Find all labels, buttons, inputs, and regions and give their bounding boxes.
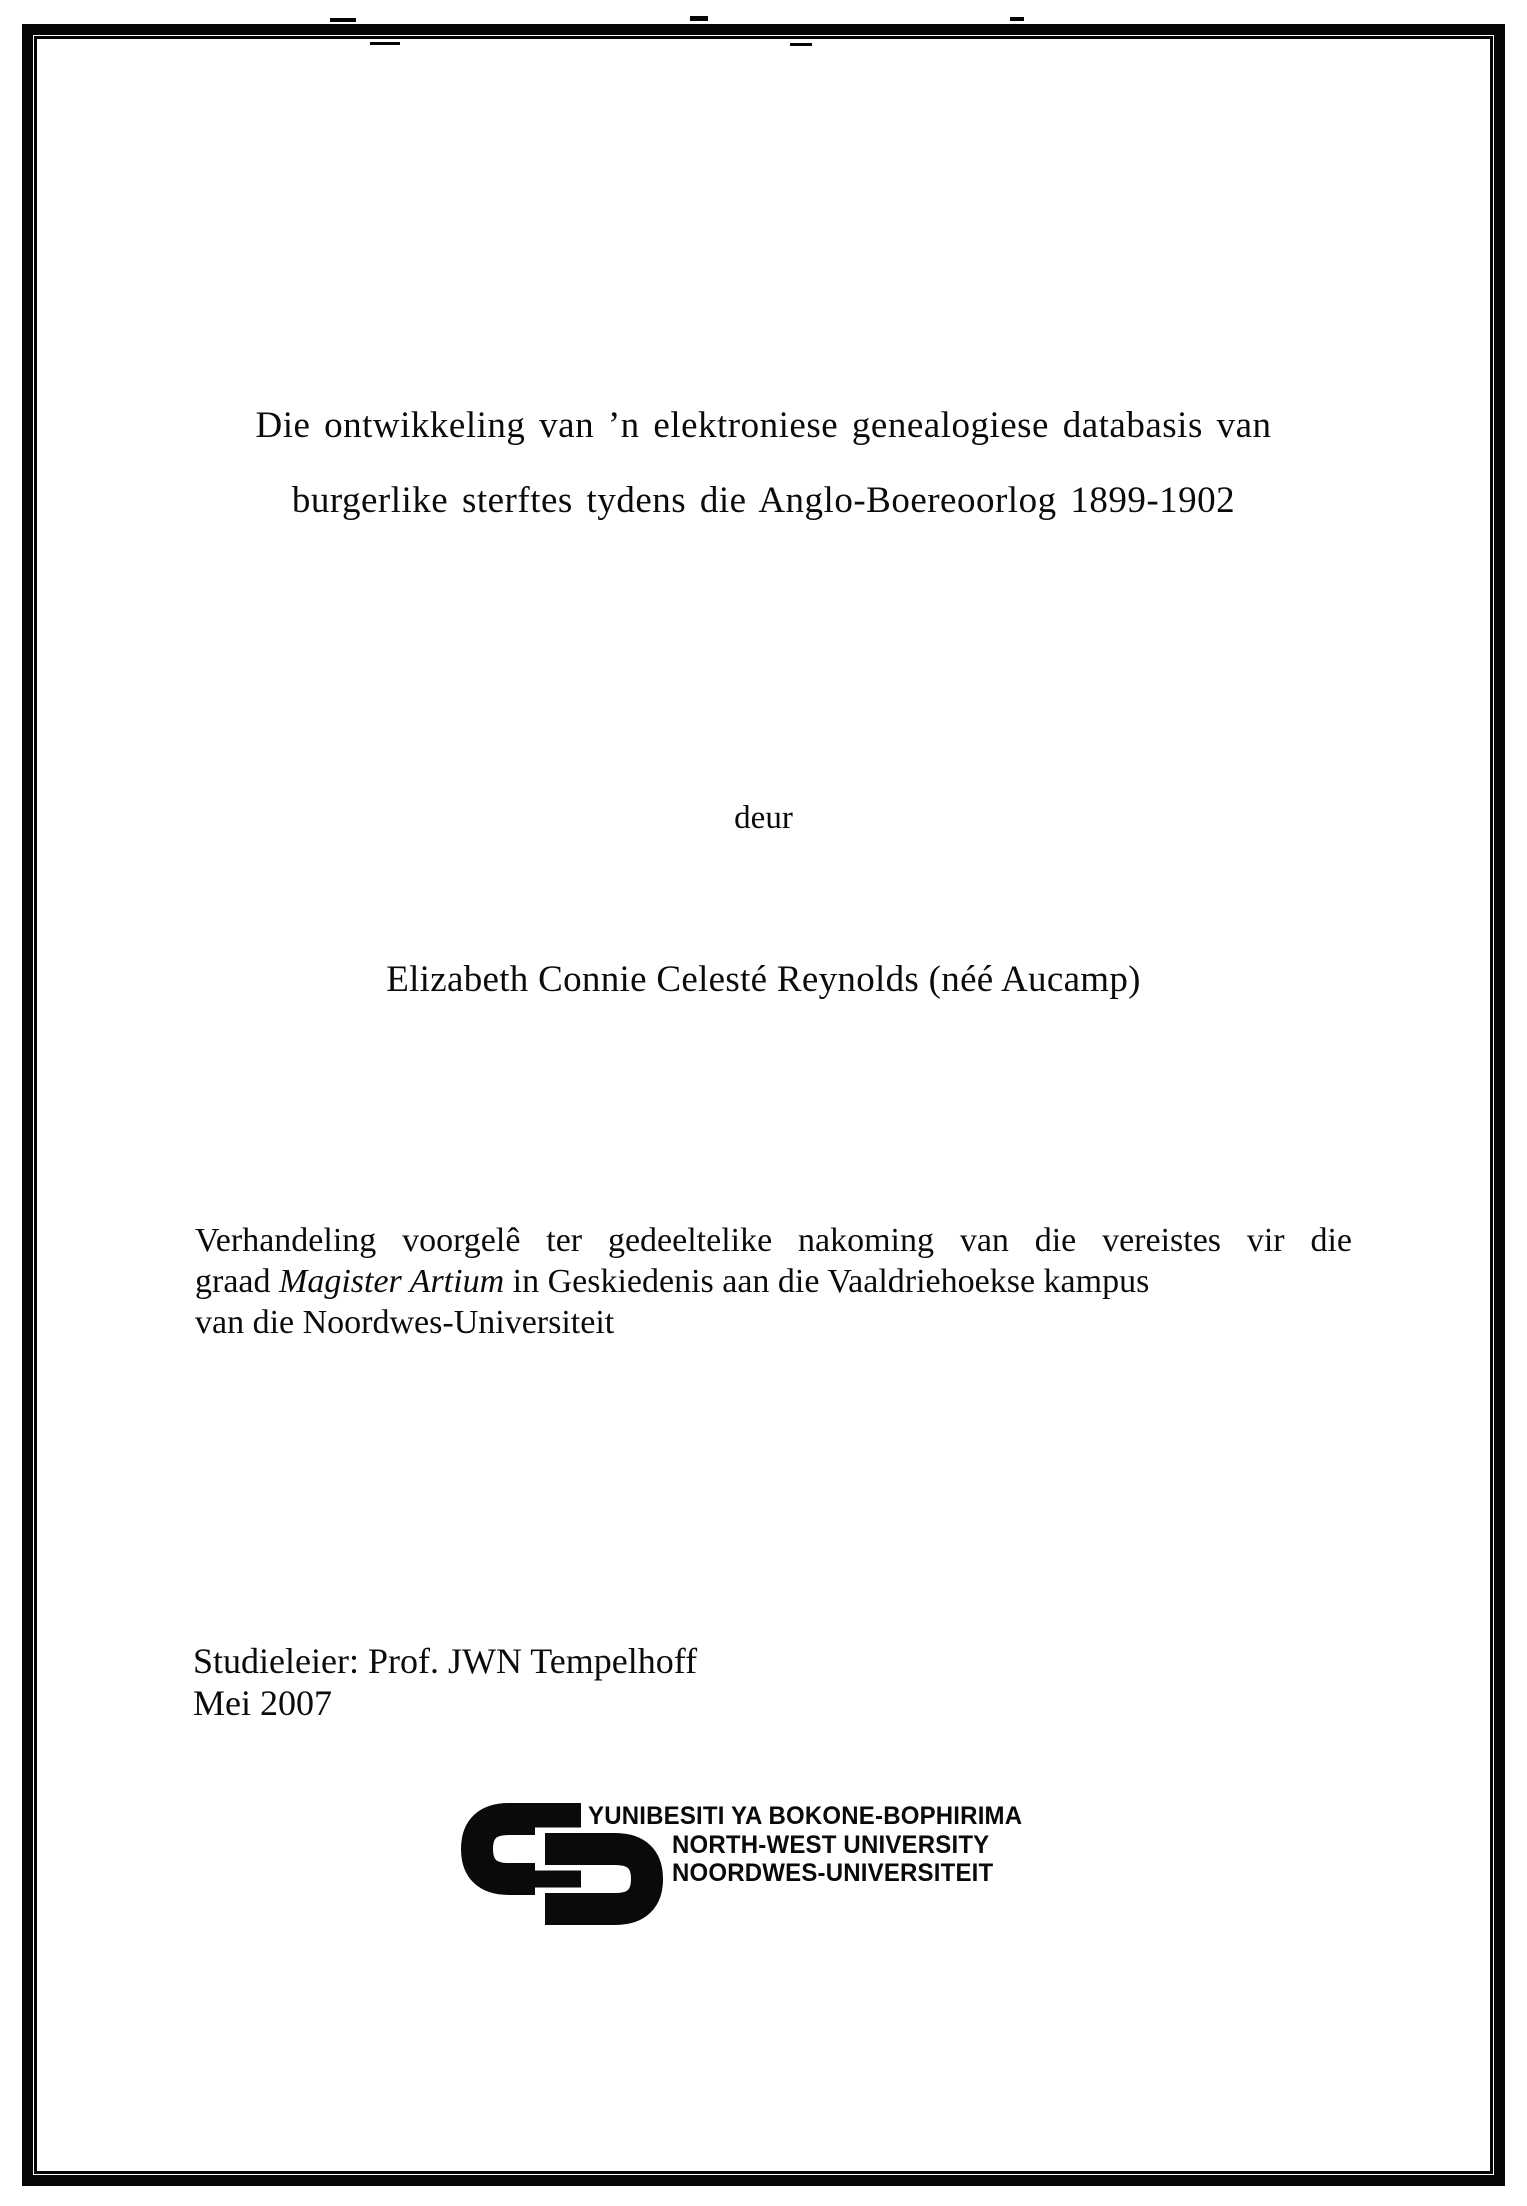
scan-artifact bbox=[1010, 17, 1024, 21]
thesis-title-line2: burgerlike sterftes tydens die Anglo-Boereoorlog 1899-1902 bbox=[291, 480, 1236, 521]
degree-statement-line2 bbox=[195, 1261, 1352, 1302]
supervisor-line: Studieleier: Prof. JWN Tempelhoff bbox=[193, 1641, 698, 1681]
degree-statement-line3: van die Noordwes-Universiteit bbox=[195, 1304, 615, 1341]
degree-name-italic: Magister Artium bbox=[279, 1263, 505, 1300]
scan-artifact bbox=[330, 18, 356, 22]
logo-text-afrikaans: NOORDWES-UNIVERSITEIT bbox=[672, 1859, 994, 1887]
byline-deur: deur bbox=[734, 800, 793, 836]
logo-text-setswana: YUNIBESITI YA BOKONE-BOPHIRIMA bbox=[588, 1802, 1023, 1830]
degree-statement-line2-post: in Geskiedenis aan die Vaaldriehoekse kampus bbox=[504, 1263, 1150, 1300]
scan-artifact bbox=[690, 16, 708, 21]
scan-artifact bbox=[790, 43, 812, 46]
thesis-title-line1: Die ontwikkeling van ’n elektroniese genealogiese databasis van bbox=[255, 405, 1272, 446]
date-line: Mei 2007 bbox=[193, 1683, 332, 1723]
degree-statement-line2-pre: graad bbox=[195, 1263, 280, 1300]
author-name: Elizabeth Connie Celesté Reynolds (néé Aucamp) bbox=[386, 959, 1141, 1000]
thesis-title bbox=[120, 388, 1407, 538]
degree-statement bbox=[195, 1220, 1352, 1343]
degree-statement-line1: Verhandeling voorgelê ter gedeeltelike nakoming van die vereistes vir die bbox=[195, 1222, 1352, 1259]
logo-text-english: NORTH-WEST UNIVERSITY bbox=[672, 1831, 990, 1859]
scan-artifact bbox=[370, 42, 400, 45]
